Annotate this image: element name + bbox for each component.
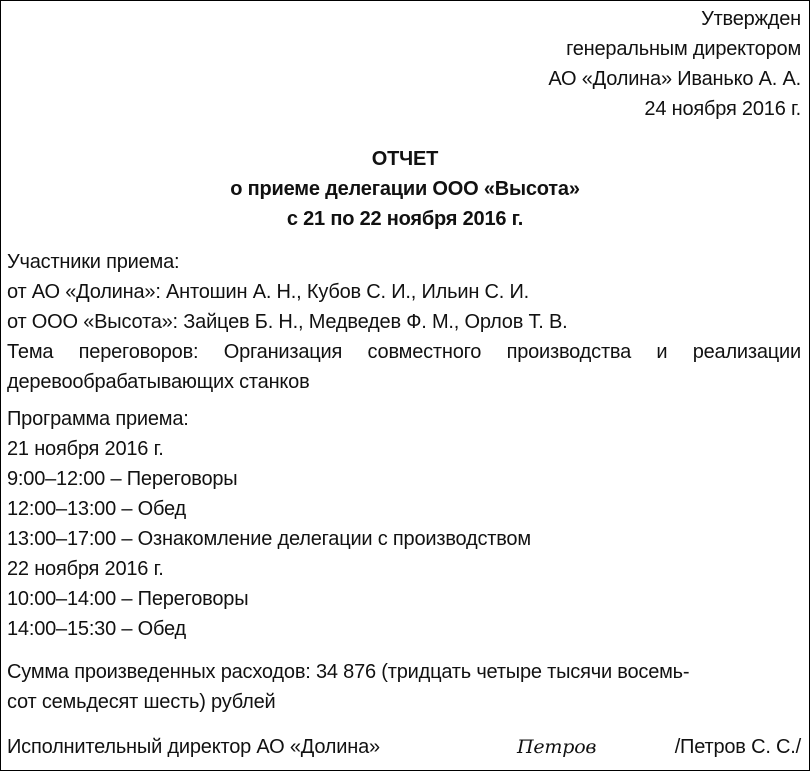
expenses-section <box>7 657 801 717</box>
program-section <box>7 404 801 644</box>
approval-line-3: АО «Долина» Иванько А. А. <box>548 68 801 90</box>
program-item: 13:00–17:00 – Ознакомление делегации с производством <box>7 528 531 550</box>
program-item: 12:00–13:00 – Обед <box>7 498 186 520</box>
title-line-3: с 21 по 22 ноября 2016 г. <box>286 208 524 230</box>
signature-row <box>7 732 801 762</box>
participants-host: от АО «Долина»: Антошин А. Н., Кубов С. И., Ильин С. И. <box>7 281 530 303</box>
expenses-line-1: Сумма произведенных расходов: 34 876 (тридцать четыре тысячи восемь- <box>7 661 690 683</box>
participants-section <box>7 247 801 397</box>
negotiation-topic: Тема переговоров: Организация совместного производства и реализации деревообрабатывающих станков <box>7 341 801 393</box>
approval-line-1: Утвержден <box>701 8 801 30</box>
program-day-1-date: 21 ноября 2016 г. <box>7 438 164 460</box>
program-day-2-date: 22 ноября 2016 г. <box>7 558 164 580</box>
program-heading: Программа приема: <box>7 408 189 430</box>
program-item: 10:00–14:00 – Переговоры <box>7 588 249 610</box>
approval-line-2: генеральным директором <box>566 38 801 60</box>
handwritten-signature: Петров <box>517 736 597 758</box>
program-item: 9:00–12:00 – Переговоры <box>7 468 238 490</box>
participants-guest: от ООО «Высота»: Зайцев Б. Н., Медведев Ф. М., Орлов Т. В. <box>7 311 568 333</box>
signatory-position: Исполнительный директор АО «Долина» <box>7 736 380 758</box>
signatory-name: /Петров С. С./ <box>674 736 801 758</box>
document-title <box>1 144 809 234</box>
expenses-line-2: сот семьдесят шесть) рублей <box>7 691 276 713</box>
title-line-1: ОТЧЕТ <box>371 148 439 170</box>
participants-heading: Участники приема: <box>7 251 180 273</box>
approval-date: 24 ноября 2016 г. <box>644 98 801 120</box>
program-item: 14:00–15:30 – Обед <box>7 618 186 640</box>
approval-stamp <box>548 4 801 124</box>
title-line-2: о приеме делегации ООО «Высота» <box>230 178 580 200</box>
